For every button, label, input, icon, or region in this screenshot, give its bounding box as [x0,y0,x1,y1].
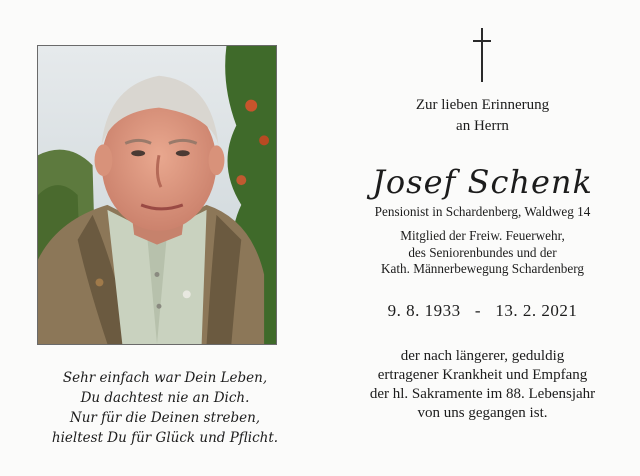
death-date: 13. 2. 2021 [495,301,578,320]
poem-line: hieltest Du für Glück und Pflicht. [51,430,279,446]
intro-text [340,95,625,137]
intro-line: an Herrn [456,118,509,134]
passing-text [340,347,625,423]
membership-line: Mitglied der Freiw. Feuerwehr, [400,228,565,243]
birth-date: 9. 8. 1933 [387,301,461,320]
poem-line: Du dachtest nie an Dich. [80,390,250,406]
deceased-name: Josef Schenk [372,163,593,201]
passing-line: ertragener Krankheit und Empfang [377,367,588,383]
date-separator: - [474,301,482,320]
poem-line: Nur für die Deinen streben, [69,410,261,426]
portrait-photo [37,45,277,345]
poem [20,368,310,448]
passing-line: der nach längerer, geduldig [400,348,565,364]
cross-icon [472,28,492,82]
occupation-address: Pensionist in Schardenberg, Waldweg 14 [374,204,591,219]
passing-line: der hl. Sakramente im 88. Lebensjahr [369,386,596,402]
passing-line: von uns gegangen ist. [417,405,548,421]
life-dates [340,300,625,322]
poem-line: Sehr einfach war Dein Leben, [62,370,268,386]
membership-line: des Seniorenbundes und der [408,244,557,260]
membership-line: Kath. Männerbewegung Schardenberg [381,261,584,276]
intro-line: Zur lieben Erinnerung [415,97,550,113]
membership-text [340,228,625,278]
